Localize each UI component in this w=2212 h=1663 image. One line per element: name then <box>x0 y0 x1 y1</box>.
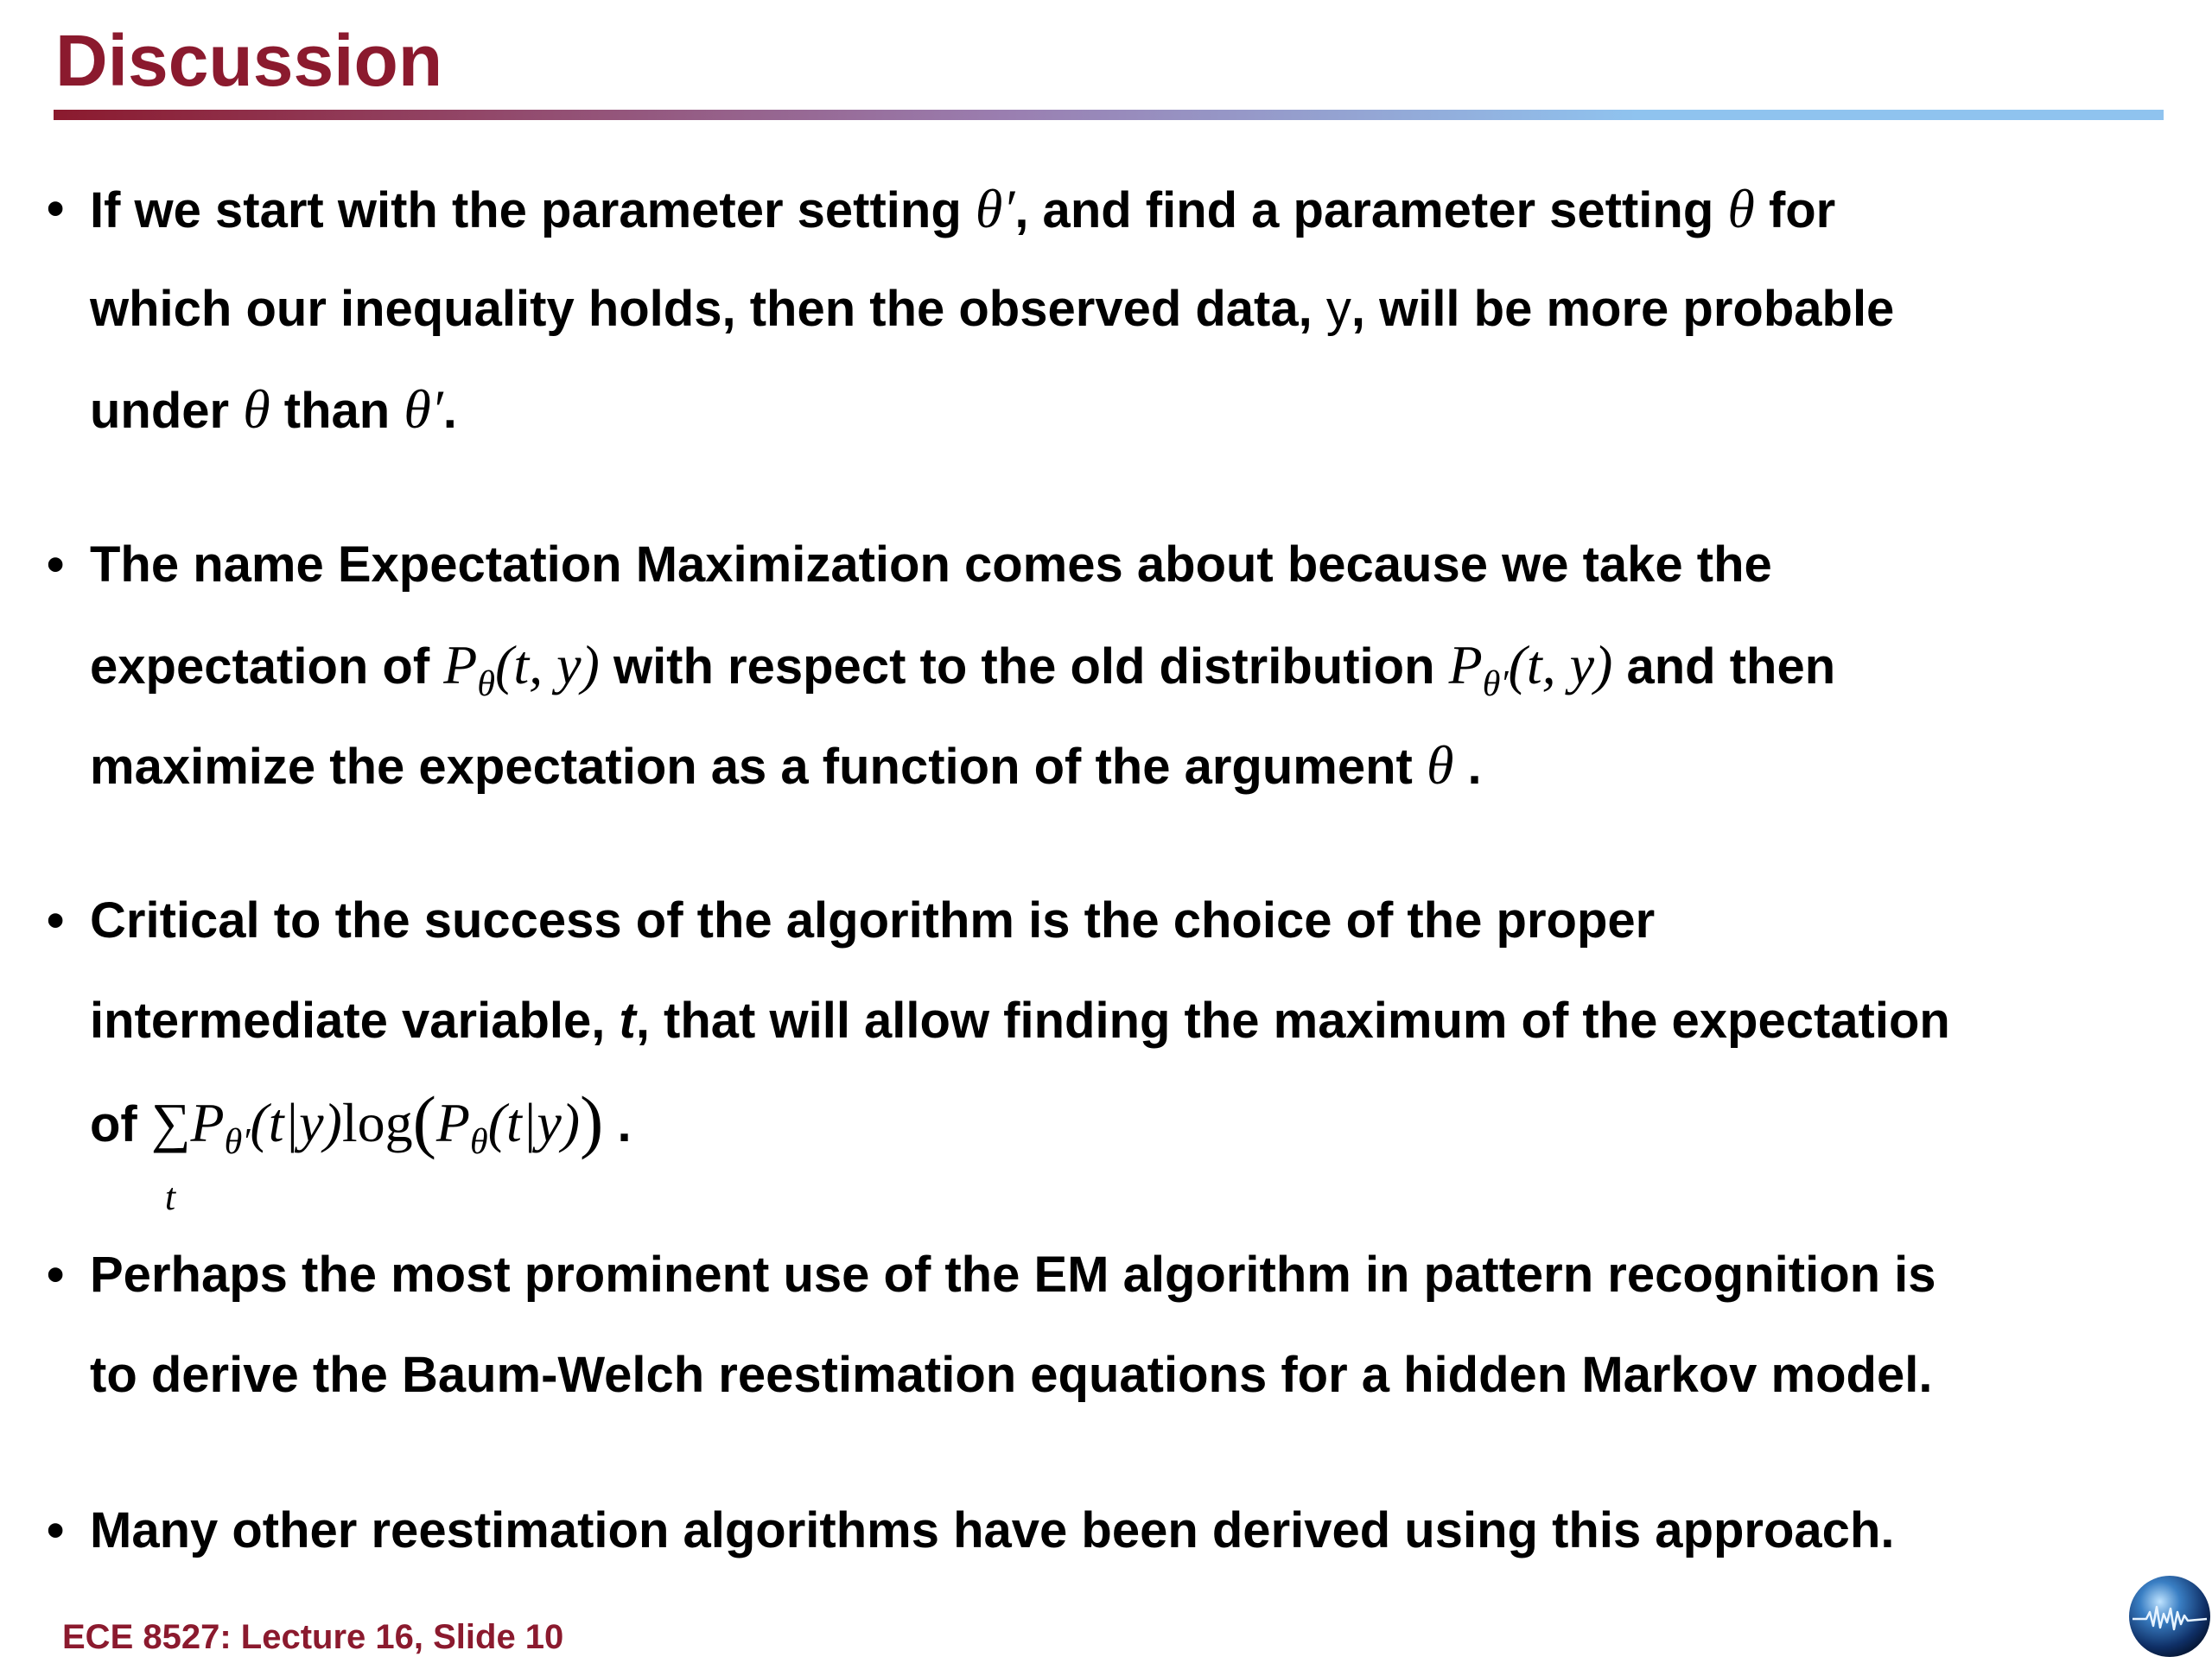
theta-prime-symbol: θ′ <box>975 178 1015 239</box>
open-paren: ( <box>412 1082 436 1160</box>
p-arguments: (t|y) <box>250 1092 342 1153</box>
text: with respect to the old distribution <box>599 638 1449 695</box>
text: . <box>603 1096 632 1152</box>
bullet-1-line-1 <box>90 159 1835 261</box>
text: , will be more probable <box>1351 281 1895 337</box>
log-function: log <box>341 1092 413 1153</box>
bullet-dot: • <box>47 1247 65 1303</box>
text: intermediate variable, <box>90 993 620 1049</box>
text: . <box>1453 739 1482 795</box>
p-arguments: (t, y) <box>1508 634 1613 695</box>
p-symbol: P <box>1448 634 1483 695</box>
text: The name Expectation Maximization comes about because we take the <box>90 536 1772 593</box>
p-symbol: P <box>435 1092 470 1153</box>
bullet-3-line-2 <box>90 971 1950 1071</box>
title-rule <box>54 110 2164 120</box>
theta-prime-subscript: θ′ <box>224 1122 251 1162</box>
slide-footer: ECE 8527: Lecture 16, Slide 10 <box>62 1618 564 1656</box>
p-arguments: (t, y) <box>495 634 600 695</box>
bullet-1-line-2 <box>90 259 1894 359</box>
sum-symbol: ∑ <box>150 1092 191 1153</box>
text: for <box>1754 182 1836 238</box>
bullet-dot: • <box>47 536 65 593</box>
bullet-2-line-3 <box>90 715 1482 817</box>
p-arguments: (t|y) <box>487 1092 581 1153</box>
text: Many other reestimation algorithms have been derived using this approach. <box>90 1502 1895 1558</box>
p-symbol: P <box>443 634 478 695</box>
theta-symbol: θ <box>1426 734 1454 796</box>
globe-logo-icon <box>2127 1574 2212 1659</box>
text: Critical to the success of the algorithm is the choice of the proper <box>90 892 1656 949</box>
bullet-2-line-1 <box>90 515 1772 615</box>
text: If we start with the parameter setting <box>90 182 976 238</box>
text: to derive the Baum-Welch reestimation equations for a hidden Markov model. <box>90 1347 1933 1403</box>
theta-subscript: θ <box>477 664 496 704</box>
text: . <box>442 383 457 439</box>
bullet-dot: • <box>47 181 65 237</box>
text: than <box>270 383 404 439</box>
text: , that will allow finding the maximum of the expectation <box>635 993 1950 1049</box>
summation <box>150 1073 191 1218</box>
text: Perhaps the most prominent use of the EM algorithm in pattern recognition is <box>90 1247 1936 1303</box>
bullet-4-line-2 <box>90 1325 1932 1425</box>
p-theta-conditional <box>435 1092 581 1162</box>
p-theta-prime-conditional <box>190 1092 342 1162</box>
theta-symbol: θ <box>243 378 270 440</box>
theta-prime-symbol: θ′ <box>404 378 443 440</box>
p-symbol: P <box>190 1092 225 1153</box>
p-theta-expression <box>443 634 600 704</box>
t-variable: t <box>619 993 636 1049</box>
text: maximize the expectation as a function of the argument <box>90 739 1427 795</box>
slide-title: Discussion <box>55 20 443 101</box>
bullet-3-line-1 <box>90 871 1655 971</box>
y-variable: y <box>1325 281 1351 337</box>
p-theta-prime-expression <box>1448 634 1613 704</box>
text: which our inequality holds, then the observed data, <box>90 281 1326 337</box>
text: of <box>90 1096 151 1152</box>
bullet-4-line-1 <box>90 1225 1936 1325</box>
bullet-5-line-1 <box>90 1481 1894 1581</box>
text: and then <box>1612 638 1836 695</box>
text: under <box>90 383 244 439</box>
bullet-3-line-3 <box>90 1071 632 1218</box>
text: , and find a parameter setting <box>1014 182 1728 238</box>
theta-symbol: θ <box>1727 178 1755 239</box>
theta-subscript: θ <box>470 1122 488 1162</box>
sum-index: t <box>164 1176 176 1218</box>
bullet-dot: • <box>47 892 65 949</box>
close-paren: ) <box>580 1082 604 1160</box>
bullet-1-line-3 <box>90 359 457 461</box>
text: expectation of <box>90 638 444 695</box>
theta-prime-subscript: θ′ <box>1482 664 1509 704</box>
bullet-dot: • <box>47 1502 65 1558</box>
